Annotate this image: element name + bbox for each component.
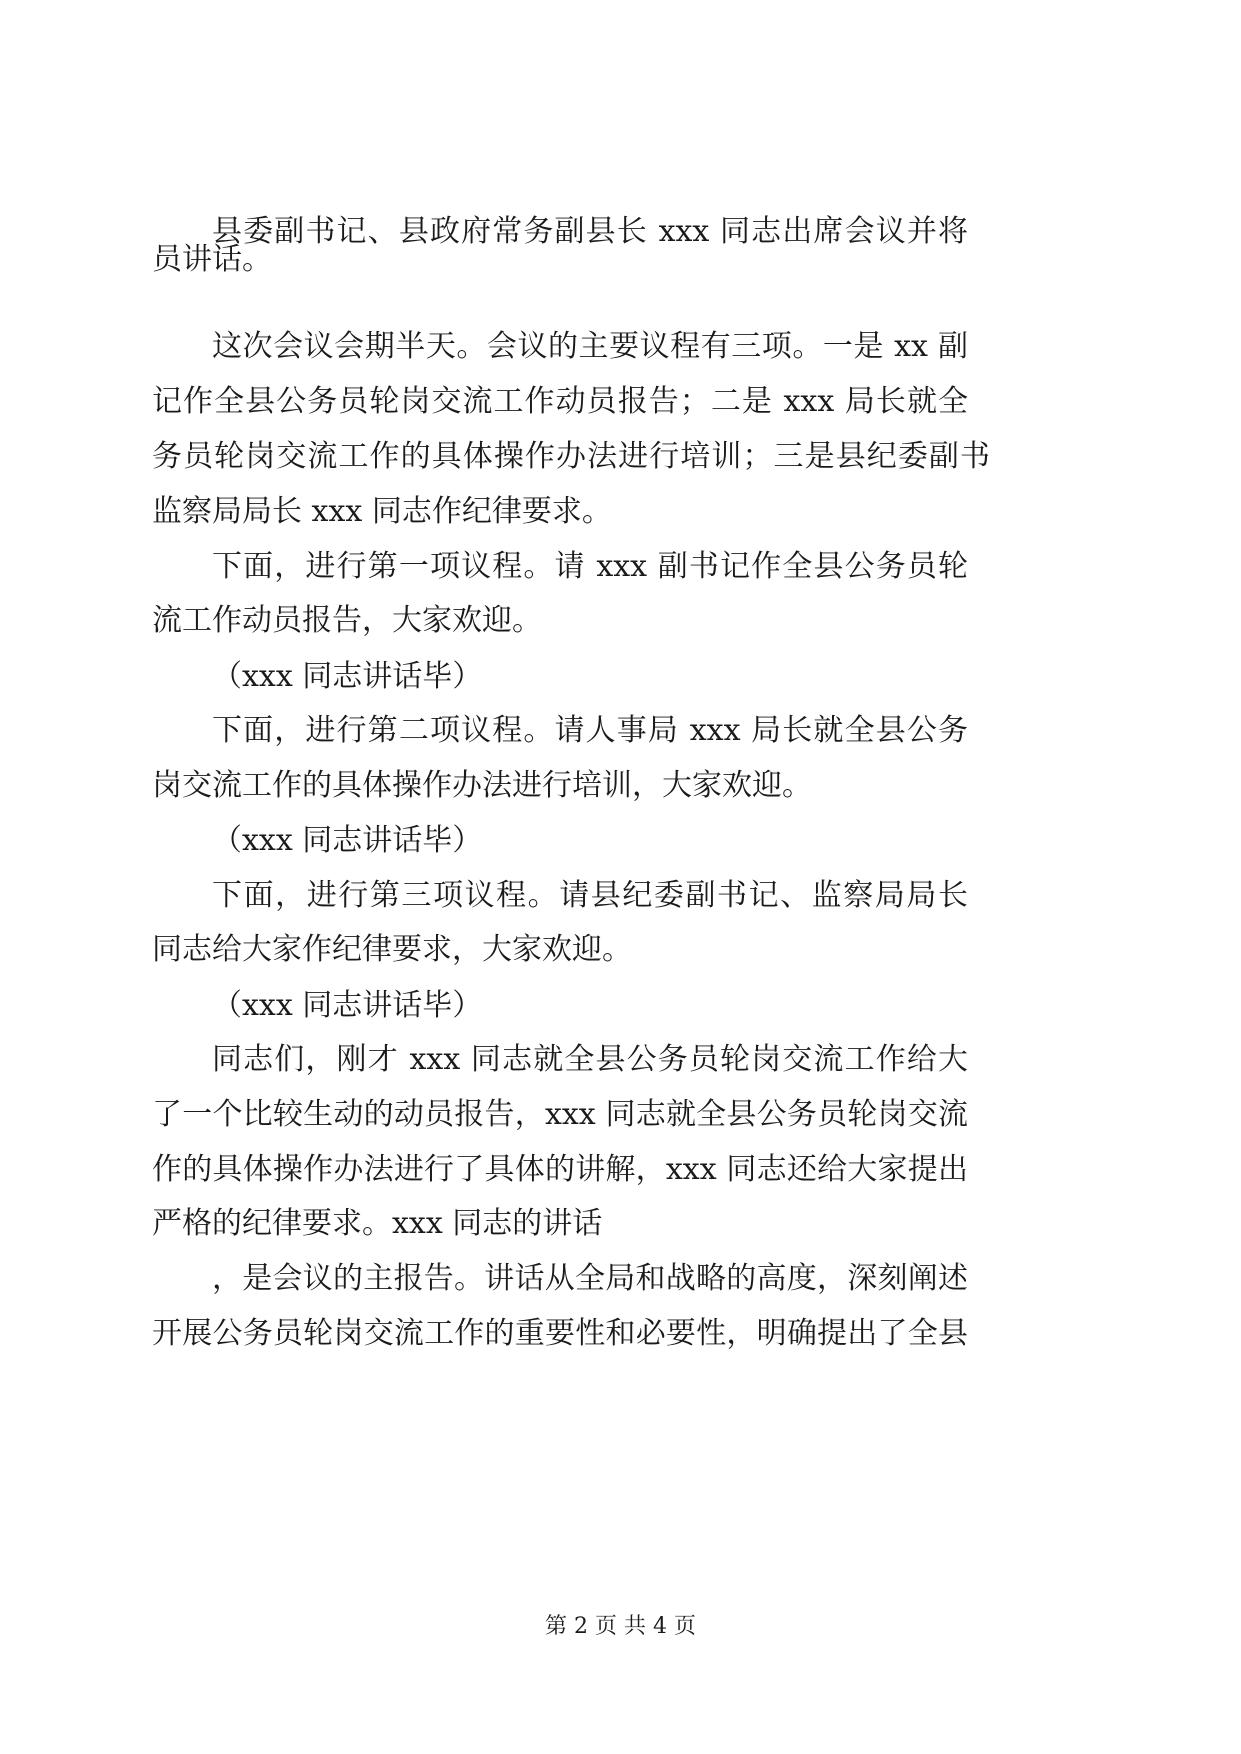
text-line: 监察局局长 xxx 同志作纪律要求。	[152, 494, 612, 529]
text-line: （xxx 同志讲话毕）	[212, 988, 483, 1023]
text-line: 务员轮岗交流工作的具体操作办法进行培训；三是县纪委副书	[152, 439, 990, 474]
text-line: 岗交流工作的具体操作办法进行培训，大家欢迎。	[152, 768, 812, 803]
text-line: 这次会议会期半天。会议的主要议程有三项。一是 xx 副	[212, 329, 968, 364]
text-line: 下面，进行第一项议程。请 xxx 副书记作全县公务员轮	[212, 549, 968, 584]
text-line: 下面，进行第二项议程。请人事局 xxx 局长就全县公务	[212, 713, 968, 748]
text-line: 流工作动员报告，大家欢迎。	[152, 603, 542, 638]
text-line: （xxx 同志讲话毕）	[212, 659, 483, 694]
text-line: 县委副书记、县政府常务副县长 xxx 同志出席会议并将	[212, 214, 968, 249]
text-line: 严格的纪律要求。xxx 同志的讲话	[152, 1206, 603, 1241]
text-line: 同志们，刚才 xxx 同志就全县公务员轮岗交流工作给大	[212, 1042, 968, 1077]
text-line: 同志给大家作纪律要求，大家欢迎。	[152, 932, 632, 967]
text-line: 员讲话。	[152, 242, 272, 277]
text-line: ，是会议的主报告。讲话从全局和战略的高度，深刻阐述	[212, 1261, 968, 1296]
text-line: 开展公务员轮岗交流工作的重要性和必要性，明确提出了全县	[152, 1316, 968, 1351]
page-footer: 第 2 页 共 4 页	[545, 1614, 696, 1639]
text-line: 下面，进行第三项议程。请县纪委副书记、监察局局长	[212, 878, 968, 913]
text-line: 作的具体操作办法进行了具体的讲解，xxx 同志还给大家提出	[152, 1152, 968, 1187]
text-line: （xxx 同志讲话毕）	[212, 823, 483, 858]
text-line: 了一个比较生动的动员报告，xxx 同志就全县公务员轮岗交流	[152, 1097, 968, 1132]
text-line: 记作全县公务员轮岗交流工作动员报告；二是 xxx 局长就全	[152, 384, 968, 419]
